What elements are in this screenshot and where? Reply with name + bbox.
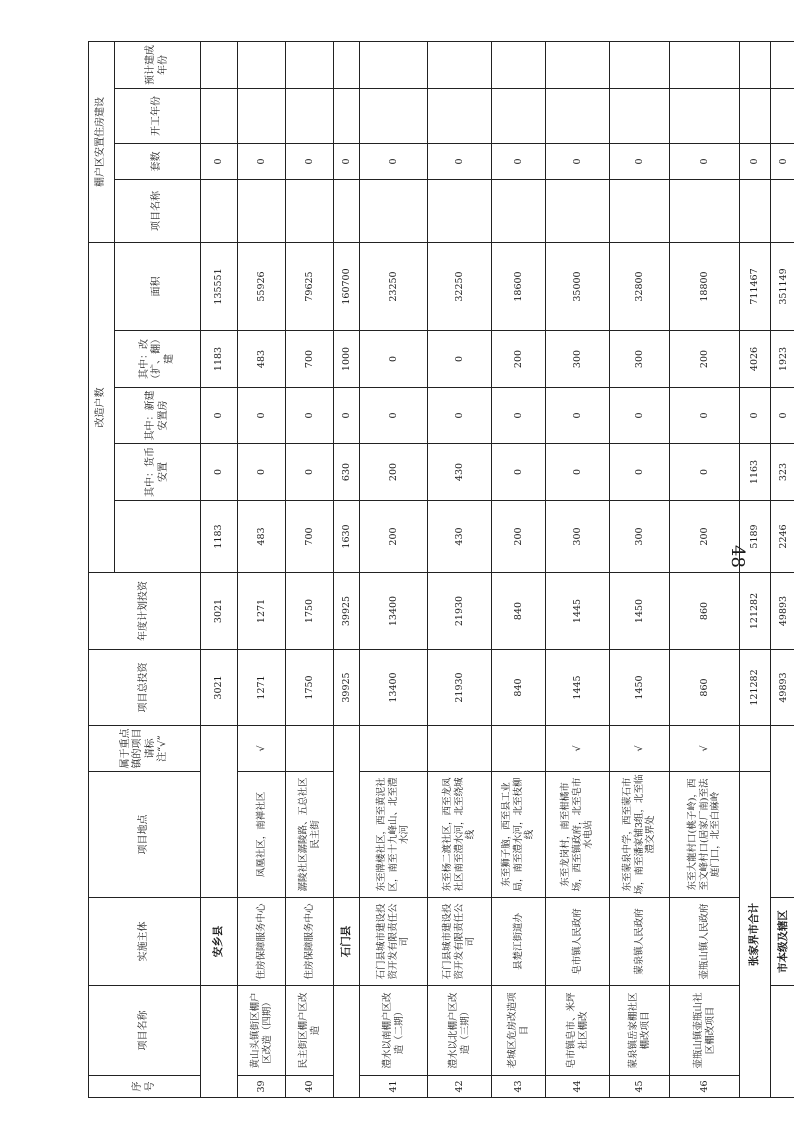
cell-sets: 0 bbox=[670, 144, 740, 180]
table-row bbox=[360, 42, 428, 1098]
cell-finish-year bbox=[286, 42, 334, 89]
col-implementer: 实施主体 bbox=[89, 898, 201, 986]
cell-start-year bbox=[201, 89, 238, 144]
cell-households: 483 bbox=[238, 501, 286, 573]
cell-index: 39 bbox=[238, 1076, 286, 1098]
cell-renovate: 200 bbox=[492, 331, 546, 388]
cell-annual-invest: 1271 bbox=[238, 573, 286, 650]
cell-renovate: 0 bbox=[428, 331, 492, 388]
cell-resettle-name bbox=[238, 180, 286, 243]
cell-sets: 0 bbox=[201, 144, 238, 180]
cell-resettle-name bbox=[740, 180, 771, 243]
cell-location: 东至狮子脑，西至县工业局，南至澧水河，北至枝柳线 bbox=[492, 772, 546, 898]
cell-start-year bbox=[334, 89, 360, 144]
cell-area: 35000 bbox=[546, 243, 610, 331]
cell-label: 张家界市合计 bbox=[740, 772, 771, 1098]
cell-project-name: 澧水以北棚户区改造（三期） bbox=[428, 986, 492, 1076]
header-row-1 bbox=[89, 42, 115, 1098]
cell-key-town bbox=[428, 726, 492, 772]
cell-annual-invest: 3021 bbox=[201, 573, 238, 650]
rotated-table-container bbox=[88, 45, 790, 1098]
cell-blank bbox=[334, 986, 360, 1098]
cell-key-town bbox=[286, 726, 334, 772]
cell-annual-invest: 840 bbox=[492, 573, 546, 650]
cell-resettle-name bbox=[670, 180, 740, 243]
col-key-town: 属于重点镇的项目请标注“√” bbox=[89, 726, 201, 772]
cell-project-name: 澧水以南棚户区改造（二期） bbox=[360, 986, 428, 1076]
cell-resettle-name bbox=[610, 180, 670, 243]
cell-households: 200 bbox=[670, 501, 740, 573]
cell-total-invest: 1271 bbox=[238, 650, 286, 726]
col-project-name: 项目名称 bbox=[89, 986, 201, 1076]
cell-project-name: 民主街区棚户区改造 bbox=[286, 986, 334, 1076]
cell-project-name: 黄山头镇街区棚户区改造（四期） bbox=[238, 986, 286, 1076]
cell-monetary: 1163 bbox=[740, 444, 771, 501]
cell-resettle-name bbox=[428, 180, 492, 243]
cell-implementer: 壶瓶山镇人民政府 bbox=[670, 898, 740, 986]
cell-new-build: 0 bbox=[610, 388, 670, 444]
cell-monetary: 0 bbox=[610, 444, 670, 501]
cell-total-invest: 49893 bbox=[771, 650, 794, 726]
cell-area: 18800 bbox=[670, 243, 740, 331]
cell-resettle-name bbox=[286, 180, 334, 243]
cell-finish-year bbox=[546, 42, 610, 89]
cell-households: 430 bbox=[428, 501, 492, 573]
cell-start-year bbox=[670, 89, 740, 144]
cell-start-year bbox=[740, 89, 771, 144]
cell-sets: 0 bbox=[286, 144, 334, 180]
cell-project-name: 蒙泉镇岳家棚社区棚改项目 bbox=[610, 986, 670, 1076]
col-group-households: 改造户数 bbox=[89, 243, 115, 573]
col-area: 面积 bbox=[115, 243, 201, 331]
cell-area: 160700 bbox=[334, 243, 360, 331]
cell-key-town: √ bbox=[546, 726, 610, 772]
cell-households: 1183 bbox=[201, 501, 238, 573]
cell-total-invest: 840 bbox=[492, 650, 546, 726]
cell-total-invest: 13400 bbox=[360, 650, 428, 726]
cell-sets: 0 bbox=[238, 144, 286, 180]
cell-finish-year bbox=[428, 42, 492, 89]
cell-monetary: 630 bbox=[334, 444, 360, 501]
cell-total-invest: 1450 bbox=[610, 650, 670, 726]
cell-label: 市本级及辖区 bbox=[771, 898, 794, 986]
cell-new-build: 0 bbox=[670, 388, 740, 444]
cell-project-name: 老城区危房改造项目 bbox=[492, 986, 546, 1076]
cell-area: 18600 bbox=[492, 243, 546, 331]
cell-finish-year bbox=[740, 42, 771, 89]
cell-sets: 0 bbox=[610, 144, 670, 180]
cell-key-town bbox=[492, 726, 546, 772]
table-row bbox=[286, 42, 334, 1098]
cell-new-build: 0 bbox=[771, 388, 794, 444]
col-finish-year: 预计建成年份 bbox=[115, 42, 201, 89]
cell-area: 79625 bbox=[286, 243, 334, 331]
rotated-table bbox=[88, 45, 790, 1098]
table-row bbox=[492, 42, 546, 1098]
cell-households: 700 bbox=[286, 501, 334, 573]
cell-households: 2246 bbox=[771, 501, 794, 573]
cell-sets: 0 bbox=[360, 144, 428, 180]
col-resettle-name: 项目名称 bbox=[115, 180, 201, 243]
cell-monetary: 0 bbox=[238, 444, 286, 501]
cell-renovate: 1183 bbox=[201, 331, 238, 388]
cell-implementer: 皂市镇人民政府 bbox=[546, 898, 610, 986]
col-total-invest: 项目总投资 bbox=[89, 650, 201, 726]
cell-project-name: 皂市镇皂市、米坪社区棚改 bbox=[546, 986, 610, 1076]
cell-start-year bbox=[360, 89, 428, 144]
cell-sets: 0 bbox=[428, 144, 492, 180]
cell-label: 安乡县 bbox=[201, 898, 238, 986]
cell-new-build: 0 bbox=[740, 388, 771, 444]
table-row bbox=[546, 42, 610, 1098]
shantytown-renovation-table bbox=[88, 41, 794, 1098]
subtotal-row bbox=[201, 42, 238, 1098]
cell-total-invest: 21930 bbox=[428, 650, 492, 726]
cell-start-year bbox=[492, 89, 546, 144]
cell-project-name: 壶瓶山镇壶瓶山社区棚改项目 bbox=[670, 986, 740, 1076]
cell-location: 东至蒙泉中学，西至蒙石市场，南至潘家铺3组，北至临澧交界处 bbox=[610, 772, 670, 898]
cell-total-invest: 1445 bbox=[546, 650, 610, 726]
cell-households: 1630 bbox=[334, 501, 360, 573]
col-location: 项目地点 bbox=[89, 772, 201, 898]
cell-area: 711467 bbox=[740, 243, 771, 331]
cell-implementer: 住房保障服务中心 bbox=[238, 898, 286, 986]
cell-annual-invest: 49893 bbox=[771, 573, 794, 650]
cell-area: 23250 bbox=[360, 243, 428, 331]
cell-annual-invest: 121282 bbox=[740, 573, 771, 650]
cell-renovate: 1000 bbox=[334, 331, 360, 388]
cell-new-build: 0 bbox=[334, 388, 360, 444]
cell-monetary: 0 bbox=[670, 444, 740, 501]
cell-renovate: 200 bbox=[670, 331, 740, 388]
table-row bbox=[670, 42, 740, 1098]
cell-resettle-name bbox=[492, 180, 546, 243]
cell-start-year bbox=[610, 89, 670, 144]
cell-location: 东至牌楼社区，西至黄泥社区，南至十九峰山、北至澧水河 bbox=[360, 772, 428, 898]
cell-index: 45 bbox=[610, 1076, 670, 1098]
cell-renovate: 300 bbox=[610, 331, 670, 388]
col-monetary: 其中：货币安置 bbox=[115, 444, 201, 501]
cell-annual-invest: 1750 bbox=[286, 573, 334, 650]
cell-key-town: √ bbox=[610, 726, 670, 772]
cell-resettle-name bbox=[334, 180, 360, 243]
cell-start-year bbox=[238, 89, 286, 144]
cell-annual-invest: 39925 bbox=[334, 573, 360, 650]
cell-renovate: 483 bbox=[238, 331, 286, 388]
cell-finish-year bbox=[201, 42, 238, 89]
cell-index: 41 bbox=[360, 1076, 428, 1098]
page-number: 48 bbox=[727, 545, 748, 568]
cell-new-build: 0 bbox=[238, 388, 286, 444]
col-sets: 套数 bbox=[115, 144, 201, 180]
cell-renovate: 300 bbox=[546, 331, 610, 388]
cell-finish-year bbox=[360, 42, 428, 89]
cell-start-year bbox=[286, 89, 334, 144]
cell-index: 44 bbox=[546, 1076, 610, 1098]
cell-key-town: √ bbox=[238, 726, 286, 772]
cell-finish-year bbox=[238, 42, 286, 89]
cell-total-invest: 1750 bbox=[286, 650, 334, 726]
cell-resettle-name bbox=[771, 180, 794, 243]
cell-index: 43 bbox=[492, 1076, 546, 1098]
cell-annual-invest: 13400 bbox=[360, 573, 428, 650]
cell-label: 石门县 bbox=[334, 898, 360, 986]
cell-total-invest: 3021 bbox=[201, 650, 238, 726]
table-row bbox=[238, 42, 286, 1098]
cell-households: 200 bbox=[360, 501, 428, 573]
table-row bbox=[610, 42, 670, 1098]
cell-renovate: 0 bbox=[360, 331, 428, 388]
cell-start-year bbox=[428, 89, 492, 144]
cell-finish-year bbox=[771, 42, 794, 89]
cell-blank bbox=[334, 726, 360, 898]
cell-blank bbox=[201, 726, 238, 898]
cell-implementer: 住房保障服务中心 bbox=[286, 898, 334, 986]
cell-annual-invest: 860 bbox=[670, 573, 740, 650]
cell-monetary: 0 bbox=[546, 444, 610, 501]
cell-annual-invest: 1450 bbox=[610, 573, 670, 650]
cell-blank bbox=[771, 726, 794, 898]
cell-area: 351149 bbox=[771, 243, 794, 331]
cell-implementer: 石门县城市建设投资开发有限责任公司 bbox=[360, 898, 428, 986]
cell-implementer: 县楚江街道办 bbox=[492, 898, 546, 986]
table-row bbox=[428, 42, 492, 1098]
cell-total-invest: 39925 bbox=[334, 650, 360, 726]
cell-key-town: √ bbox=[670, 726, 740, 772]
cell-finish-year bbox=[670, 42, 740, 89]
cell-renovate: 700 bbox=[286, 331, 334, 388]
cell-monetary: 0 bbox=[286, 444, 334, 501]
col-annual-invest: 年度计划投资 bbox=[89, 573, 201, 650]
cell-sets: 0 bbox=[771, 144, 794, 180]
cell-area: 55926 bbox=[238, 243, 286, 331]
cell-monetary: 0 bbox=[492, 444, 546, 501]
cell-index: 42 bbox=[428, 1076, 492, 1098]
cell-location: 潺陵社区潺陵路、五总社区民主街 bbox=[286, 772, 334, 898]
cell-annual-invest: 1445 bbox=[546, 573, 610, 650]
cell-new-build: 0 bbox=[360, 388, 428, 444]
cell-households: 300 bbox=[546, 501, 610, 573]
col-new-build: 其中：新建安置房 bbox=[115, 388, 201, 444]
cell-finish-year bbox=[492, 42, 546, 89]
cell-resettle-name bbox=[360, 180, 428, 243]
cell-total-invest: 121282 bbox=[740, 650, 771, 726]
col-renovate: 其中：改（扩、翻）建 bbox=[115, 331, 201, 388]
cell-location: 东至龙岗村，南至柑橘市场，西至镇政府，北至皂市水电站 bbox=[546, 772, 610, 898]
cell-blank bbox=[771, 986, 794, 1098]
cell-resettle-name bbox=[201, 180, 238, 243]
cell-sets: 0 bbox=[546, 144, 610, 180]
cell-finish-year bbox=[610, 42, 670, 89]
cell-index: 40 bbox=[286, 1076, 334, 1098]
cell-new-build: 0 bbox=[546, 388, 610, 444]
cell-start-year bbox=[771, 89, 794, 144]
col-index: 序号 bbox=[89, 1076, 201, 1098]
cell-monetary: 430 bbox=[428, 444, 492, 501]
cell-renovate: 1923 bbox=[771, 331, 794, 388]
cell-area: 32800 bbox=[610, 243, 670, 331]
col-households-blank bbox=[115, 501, 201, 573]
cell-location: 凤凰社区，南禅社区 bbox=[238, 772, 286, 898]
cell-location: 东至大龍村口(桃子岭)，西至文峰村口(居家厂南)至法庭门口，北至白麻岭 bbox=[670, 772, 740, 898]
cell-implementer: 蒙泉镇人民政府 bbox=[610, 898, 670, 986]
subtotal-row bbox=[334, 42, 360, 1098]
cell-monetary: 0 bbox=[201, 444, 238, 501]
cell-monetary: 200 bbox=[360, 444, 428, 501]
cell-monetary: 323 bbox=[771, 444, 794, 501]
subtotal-row bbox=[771, 42, 794, 1098]
cell-implementer: 石门县城市建设投资开发有限责任公司 bbox=[428, 898, 492, 986]
cell-new-build: 0 bbox=[201, 388, 238, 444]
cell-new-build: 0 bbox=[428, 388, 492, 444]
cell-annual-invest: 21930 bbox=[428, 573, 492, 650]
cell-sets: 0 bbox=[334, 144, 360, 180]
cell-key-town bbox=[360, 726, 428, 772]
col-group-resettle: 棚户区安置住房建设 bbox=[89, 42, 115, 243]
cell-index: 46 bbox=[670, 1076, 740, 1098]
cell-key-town bbox=[740, 726, 771, 772]
cell-total-invest: 860 bbox=[670, 650, 740, 726]
col-start-year: 开工年份 bbox=[115, 89, 201, 144]
cell-area: 32250 bbox=[428, 243, 492, 331]
cell-blank bbox=[201, 986, 238, 1098]
cell-households: 300 bbox=[610, 501, 670, 573]
cell-start-year bbox=[546, 89, 610, 144]
cell-finish-year bbox=[334, 42, 360, 89]
total-row bbox=[740, 42, 771, 1098]
cell-new-build: 0 bbox=[492, 388, 546, 444]
cell-location: 东至杨二渡社区，西至龙凤社区南至澧水河，北至绕城线 bbox=[428, 772, 492, 898]
cell-new-build: 0 bbox=[286, 388, 334, 444]
cell-resettle-name bbox=[546, 180, 610, 243]
cell-households: 5189 bbox=[740, 501, 771, 573]
cell-sets: 0 bbox=[492, 144, 546, 180]
cell-sets: 0 bbox=[740, 144, 771, 180]
cell-renovate: 4026 bbox=[740, 331, 771, 388]
cell-area: 135551 bbox=[201, 243, 238, 331]
cell-households: 200 bbox=[492, 501, 546, 573]
